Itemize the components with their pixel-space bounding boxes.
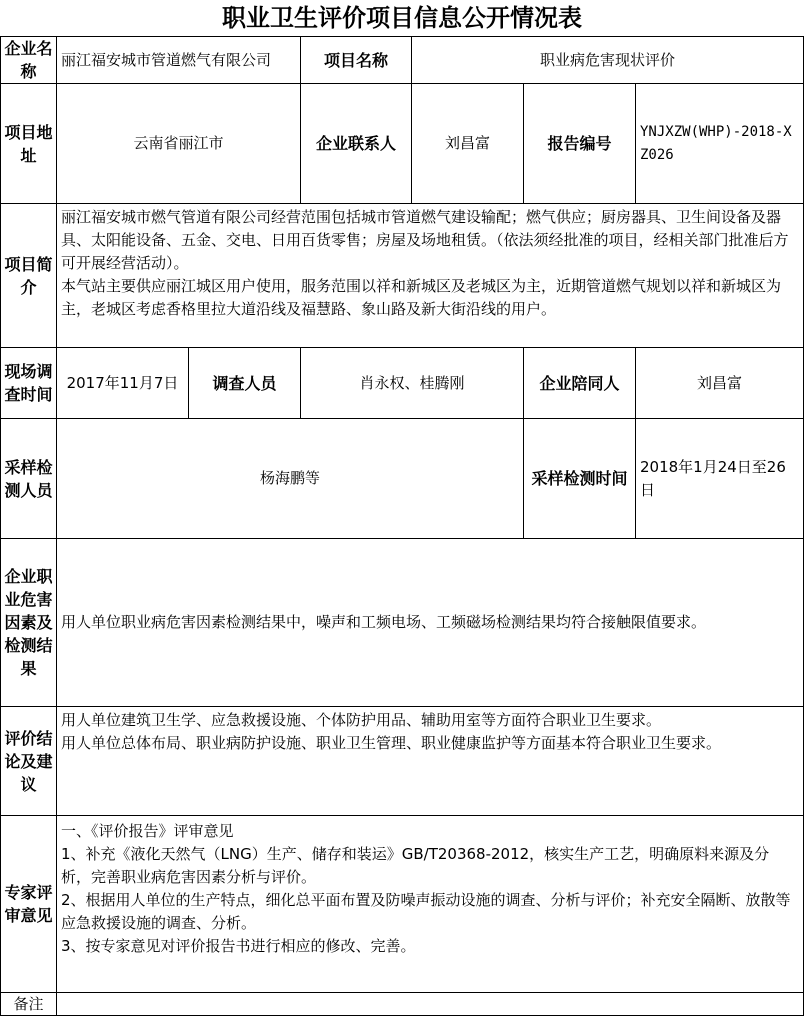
company-contact-value: 刘昌富 [411,83,524,204]
site-survey-time-value: 2017年11月7日 [56,347,189,419]
sampling-time-label: 采样检测时间 [523,418,636,539]
report-number-label: 报告编号 [523,83,636,204]
evaluation-conclusion-value: 用人单位建筑卫生学、应急救援设施、个体防护用品、辅助用室等方面符合职业卫生要求。 用人单位总体布局、职业病防护设施、职业卫生管理、职业健康监护等方面基本符合职业卫生要求。 [56,706,804,816]
sampling-staff-label: 采样检测人员 [0,418,57,539]
hazard-results-value: 用人单位职业病危害因素检测结果中，噪声和工频电场、工频磁场检测结果均符合接触限值要求。 [56,538,804,707]
project-summary-label: 项目简介 [0,203,57,348]
project-name-value: 职业病危害现状评价 [411,36,804,84]
site-survey-time-label: 现场调查时间 [0,347,57,419]
project-name-label: 项目名称 [300,36,412,84]
survey-staff-label: 调查人员 [188,347,301,419]
company-escort-value: 刘昌富 [635,347,804,419]
remarks-value [56,992,804,1016]
remarks-label: 备注 [0,992,57,1016]
expert-opinion-label: 专家评审意见 [0,815,57,993]
project-summary-value: 丽江福安城市燃气管道有限公司经营范围包括城市管道燃气建设输配；燃气供应；厨房器具、卫生间设备及器具、太阳能设备、五金、交电、日用百货零售；房屋及场地租赁。（依法须经批准的项目，经相关部门批准后方可开展经营活动）。 本气站主要供应丽江城区用户使用，服务范围以祥和新城区及老城区为主，近期管道燃气规划以祥和新城区为主，老城区考虑香格里拉大道沿线及福慧路、象山路及新大街沿线的用户。 [56,203,804,348]
company-name-value: 丽江福安城市管道燃气有限公司 [56,36,301,84]
report-number-value: YNJXZW(WHP)-2018-XZ026 [635,83,804,204]
project-address-value: 云南省丽江市 [56,83,301,204]
expert-opinion-value: 一、《评价报告》评审意见 1、补充《液化天然气（LNG）生产、储存和装运》GB/T20368-2012，核实生产工艺，明确原料来源及分析，完善职业病危害因素分析与评价。 2、根据用人单位的生产特点，细化总平面布置及防噪声振动设施的调查、分析与评价；补充安全隔断、放散等应急救援设施的调查、分析。 3、按专家意见对评价报告书进行相应的修改、完善。 [56,815,804,993]
evaluation-conclusion-label: 评价结论及建议 [0,706,57,816]
sampling-time-value: 2018年1月24日至26日 [635,418,804,539]
page-title: 职业卫生评价项目信息公开情况表 [222,4,582,32]
sampling-staff-value: 杨海鹏等 [56,418,524,539]
company-name-label: 企业名称 [0,36,57,84]
company-escort-label: 企业陪同人 [523,347,636,419]
company-contact-label: 企业联系人 [300,83,412,204]
survey-staff-value: 肖永权、桂腾刚 [300,347,524,419]
hazard-results-label: 企业职业危害因素及检测结果 [0,538,57,707]
project-address-label: 项目地址 [0,83,57,204]
